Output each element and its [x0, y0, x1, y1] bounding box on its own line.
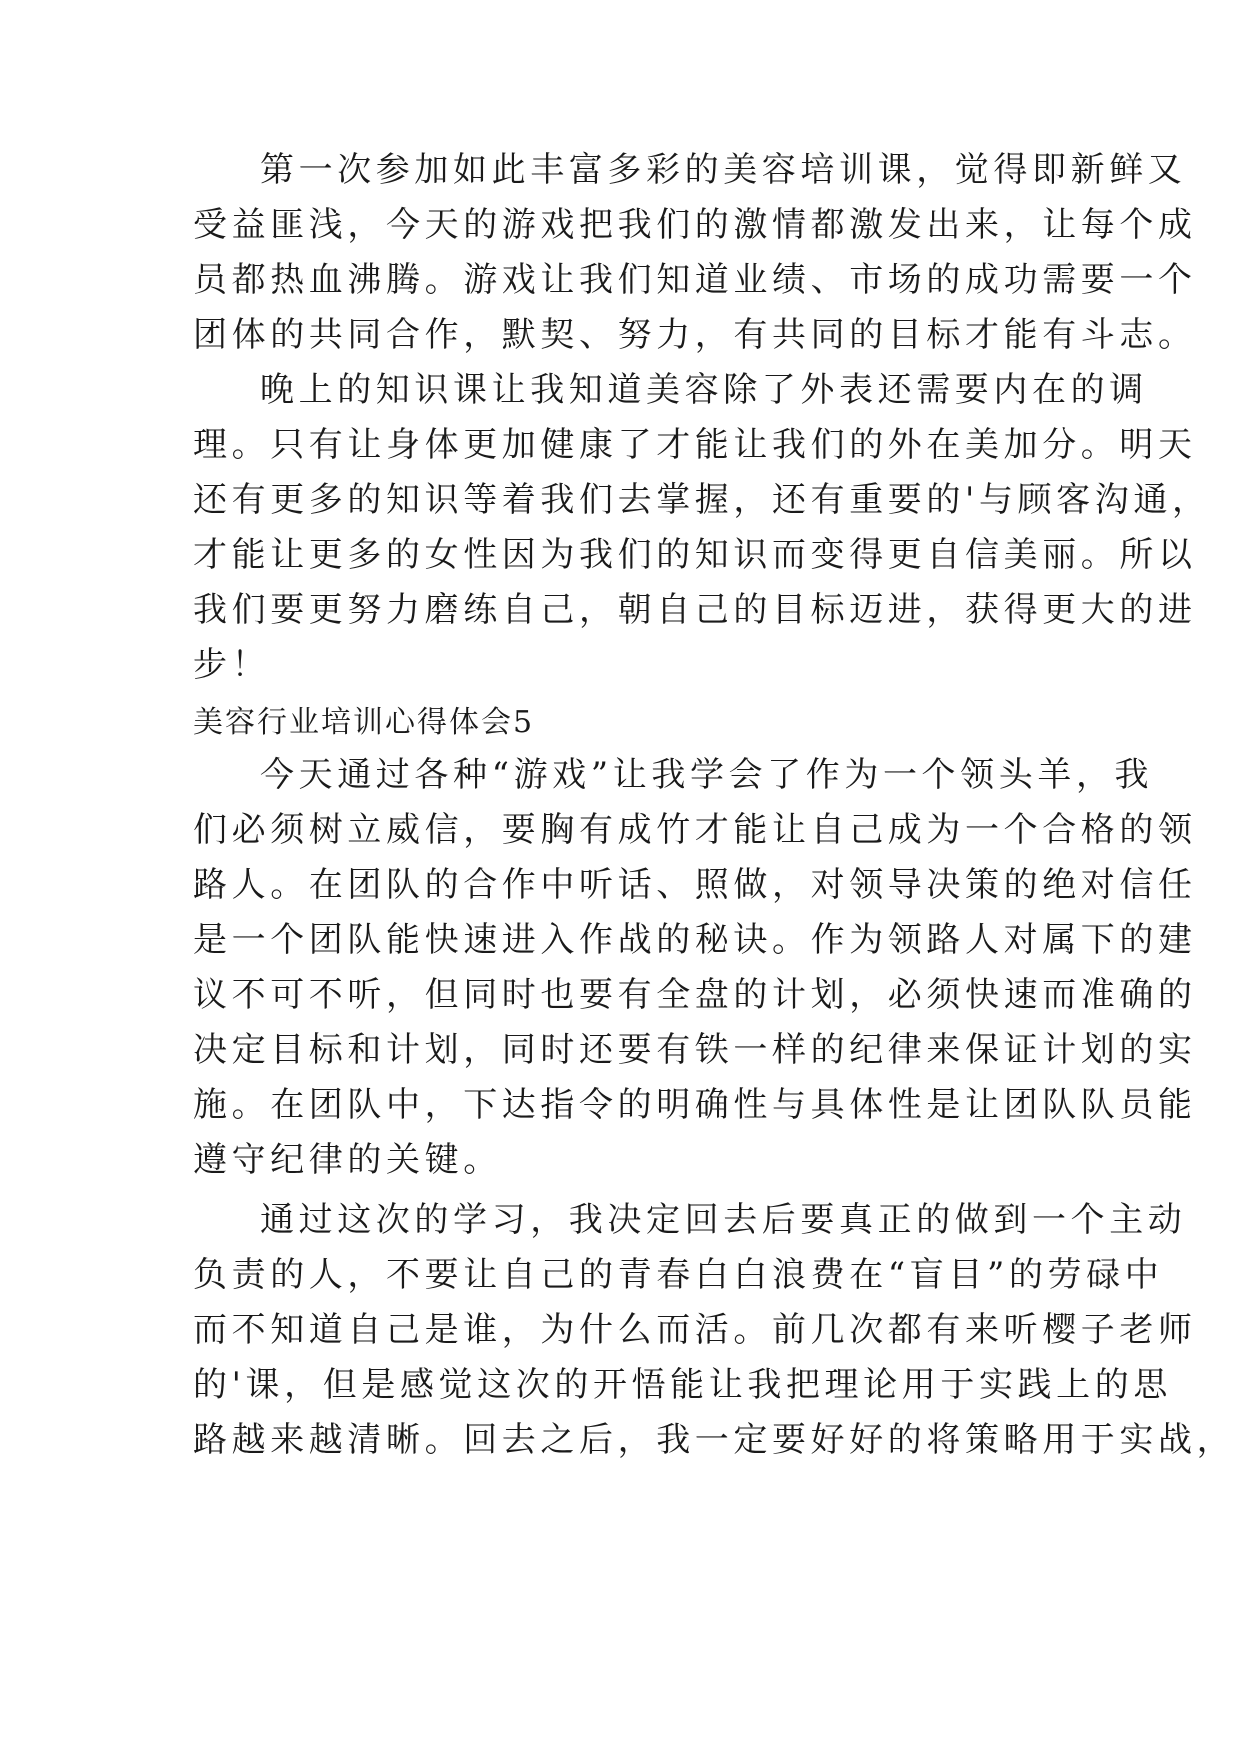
paragraph-3-line-4: 是一个团队能快速进入作战的秘诀。作为领路人对属下的建: [193, 920, 1197, 960]
paragraph-3-line-7: 施。在团队中，下达指令的明确性与具体性是让团队队员能: [193, 1085, 1197, 1125]
paragraph-3-line-5: 议不可不听，但同时也要有全盘的计划，必须快速而准确的: [193, 975, 1197, 1015]
paragraph-3-line-3: 路人。在团队的合作中听话、照做，对领导决策的绝对信任: [193, 865, 1197, 905]
paragraph-3-line-6: 决定目标和计划，同时还要有铁一样的纪律来保证计划的实: [193, 1030, 1197, 1070]
paragraph-2-line-2: 理。只有让身体更加健康了才能让我们的外在美加分。明天: [193, 425, 1197, 465]
paragraph-4-line-2: 负责的人，不要让自己的青春白白浪费在“盲目”的劳碌中: [193, 1255, 1164, 1295]
paragraph-2-line-1: 晚上的知识课让我知道美容除了外表还需要内在的调: [260, 370, 1148, 410]
paragraph-1-line-1: 第一次参加如此丰富多彩的美容培训课，觉得即新鲜又: [260, 150, 1187, 190]
paragraph-3-line-8: 遵守纪律的关键。: [193, 1140, 502, 1180]
paragraph-4-line-4: 的'课，但是感觉这次的开悟能让我把理论用于实践上的思: [193, 1365, 1172, 1405]
paragraph-2-line-3: 还有更多的知识等着我们去掌握，还有重要的'与顾客沟通，: [193, 480, 1211, 520]
paragraph-2-line-4: 才能让更多的女性因为我们的知识而变得更自信美丽。所以: [193, 535, 1197, 575]
paragraph-1-line-2: 受益匪浅，今天的游戏把我们的激情都激发出来，让每个成: [193, 205, 1197, 245]
section-heading: 美容行业培训心得体会5: [193, 705, 535, 740]
paragraph-2-line-5: 我们要更努力磨练自己，朝自己的目标迈进，获得更大的进: [193, 590, 1197, 630]
paragraph-1-line-3: 员都热血沸腾。游戏让我们知道业绩、市场的成功需要一个: [193, 260, 1197, 300]
paragraph-4-line-3: 而不知道自己是谁，为什么而活。前几次都有来听樱子老师: [193, 1310, 1197, 1350]
paragraph-2-line-6: 步！: [193, 645, 271, 685]
paragraph-4-line-1: 通过这次的学习，我决定回去后要真正的做到一个主动: [260, 1200, 1187, 1240]
paragraph-1-line-4: 团体的共同合作，默契、努力，有共同的目标才能有斗志。: [193, 315, 1197, 355]
paragraph-3-line-1: 今天通过各种“游戏”让我学会了作为一个领头羊，我: [260, 755, 1154, 795]
paragraph-4-line-5: 路越来越清晰。回去之后，我一定要好好的将策略用于实战，: [193, 1420, 1236, 1460]
paragraph-3-line-2: 们必须树立威信，要胸有成竹才能让自己成为一个合格的领: [193, 810, 1197, 850]
